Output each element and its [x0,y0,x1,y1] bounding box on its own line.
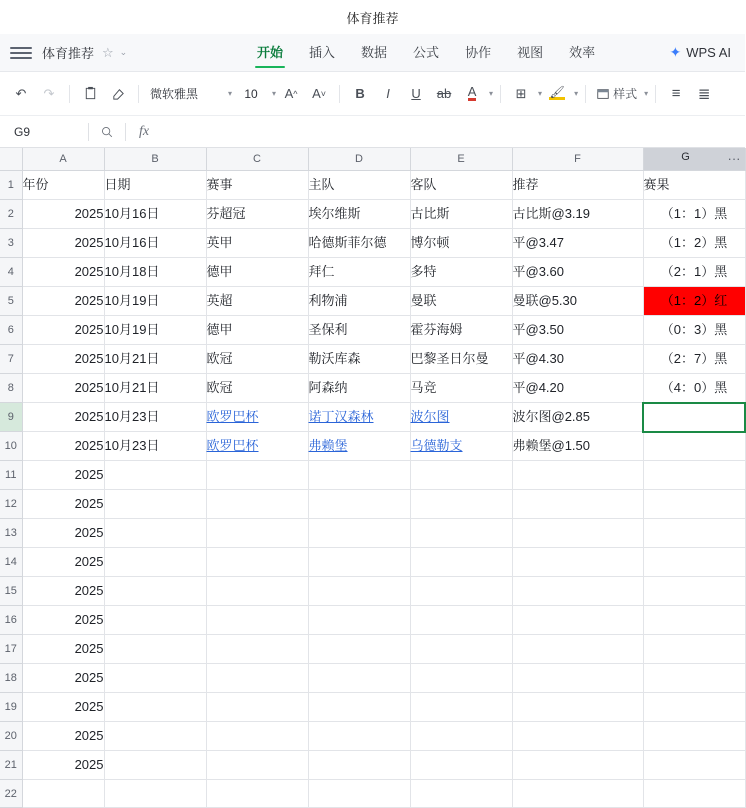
table-row [0,373,745,403]
cell-C18[interactable] [206,664,308,693]
borders-chevron-icon[interactable]: ▾ [538,89,543,98]
cell-B3[interactable]: 10月16日 [104,228,206,257]
cell-C17[interactable] [206,635,308,664]
fx-icon[interactable] [126,116,162,147]
cell-D4[interactable]: 拜仁 [308,257,410,286]
name-box-value: G9 [14,124,31,139]
cell-C21[interactable] [206,751,308,780]
cell-G11[interactable] [643,461,745,490]
underline-glyph: U [411,86,421,101]
shrink-font-glyph: A [312,86,321,101]
cell-style-label: 样式 [613,87,638,101]
borders-button[interactable] [508,80,534,108]
font-size-value: 10 [244,86,258,101]
cell-F2[interactable]: 古比斯@3.19 [512,199,643,228]
cell-F13[interactable] [512,519,643,548]
row-header-22[interactable]: 22 [0,780,22,808]
cell-F5[interactable]: 曼联@5.30 [512,286,643,315]
ribbon-bar [0,34,745,72]
cell-C20[interactable] [206,722,308,751]
window-title: 体育推荐 [346,10,399,26]
align-more-icon: ≣ [697,85,711,103]
cell-F15[interactable] [512,577,643,606]
cell-B6[interactable]: 10月19日 [104,315,206,344]
cell-G20[interactable] [643,722,745,751]
cell-F17[interactable] [512,635,643,664]
paste-glyph [83,86,98,101]
cell-B7[interactable]: 10月21日 [104,344,206,373]
cell-A16[interactable]: 2025 [22,606,104,635]
row-header-17[interactable]: 17 [0,635,22,664]
cell-B12[interactable] [104,490,206,519]
increase-font-size-icon[interactable]: A ^ [284,86,298,101]
italic-button[interactable] [375,80,401,108]
cell-B16[interactable] [104,606,206,635]
cell-B11[interactable] [104,461,206,490]
bold-button[interactable] [347,80,373,108]
strikethrough-glyph: ab [436,86,452,101]
cell-G9[interactable] [643,403,745,432]
cell-F14[interactable] [512,548,643,577]
cell-F6[interactable]: 平@3.50 [512,315,643,344]
table-row [0,490,745,519]
cell-B22[interactable] [104,780,206,808]
cell-E7[interactable]: 巴黎圣日尔曼 [410,344,512,373]
cell-G16[interactable] [643,606,745,635]
toolbar-divider [138,85,139,103]
star-icon[interactable]: ☆ [102,44,114,60]
cell-A13[interactable]: 2025 [22,519,104,548]
wps-ai-label: WPS AI [686,45,731,60]
document-name[interactable]: 体育推荐 [42,46,95,61]
select-all-corner[interactable] [0,148,22,170]
borders-glyph: ⊞ [515,85,527,101]
row-header-15[interactable]: 15 [0,577,22,606]
cell-F18[interactable] [512,664,643,693]
cell-F8[interactable]: 平@4.20 [512,373,643,403]
cell-G10[interactable] [643,432,745,461]
cell-E6[interactable]: 霍芬海姆 [410,315,512,344]
align-left-button[interactable] [663,80,689,108]
cell-G6[interactable]: （0：3）黑 [643,315,745,344]
table-row [0,664,745,693]
cell-E13[interactable] [410,519,512,548]
align-more-button[interactable] [691,80,717,108]
tab-efficiency[interactable]: 效率 [569,44,596,60]
fx-glyph: fx [138,123,150,139]
cell-C2[interactable]: 芬超冠 [206,199,308,228]
cell-B1[interactable]: 日期 [104,170,206,199]
cell-G1[interactable]: 赛果 [643,170,745,199]
table-row [0,257,745,286]
cell-G19[interactable] [643,693,745,722]
table-row [0,693,745,722]
cell-E17[interactable] [410,635,512,664]
cell-D16[interactable] [308,606,410,635]
cell-style-chevron-icon[interactable]: ▾ [644,89,649,98]
table-row [0,751,745,780]
cell-C6[interactable]: 德甲 [206,315,308,344]
cell-A10[interactable]: 2025 [22,432,104,461]
row-header-2[interactable]: 2 [0,199,22,228]
cell-E1[interactable]: 客队 [410,170,512,199]
cell-C4[interactable]: 德甲 [206,257,308,286]
cell-C16[interactable] [206,606,308,635]
cell-G8[interactable]: （4：0）黑 [643,373,745,403]
tab-insert[interactable]: 插入 [309,44,336,60]
cell-C1[interactable]: 赛事 [206,170,308,199]
row-header-13[interactable]: 13 [0,519,22,548]
cell-G14[interactable] [643,548,745,577]
format-painter-icon[interactable] [105,80,131,108]
chevron-down-icon[interactable]: ⌄ [119,47,128,57]
column-header-E[interactable]: E [410,148,512,170]
table-row [0,635,745,664]
cell-A9[interactable]: 2025 [22,403,104,432]
cell-A5[interactable]: 2025 [22,286,104,315]
align-left-icon: ≡ [671,85,681,102]
eraser-glyph [111,86,126,101]
cell-E3[interactable]: 博尔顿 [410,228,512,257]
search-icon[interactable] [89,116,125,147]
column-header-D[interactable]: D [308,148,410,170]
cell-B14[interactable] [104,548,206,577]
table-row [0,344,745,373]
font-size-select[interactable] [234,81,268,107]
cell-C9[interactable]: 欧罗巴杯 [206,403,308,432]
cell-A18[interactable]: 2025 [22,664,104,693]
cell-E16[interactable] [410,606,512,635]
cell-C15[interactable] [206,577,308,606]
cell-F19[interactable] [512,693,643,722]
row-header-18[interactable]: 18 [0,664,22,693]
cell-D13[interactable] [308,519,410,548]
row-header-9[interactable]: 9 [0,403,22,432]
tab-view[interactable]: 视图 [517,44,544,60]
column-header-G-label: G [681,151,690,164]
grid-table [0,148,746,808]
formula-bar [0,116,745,148]
tab-formula[interactable]: 公式 [413,44,440,60]
column-header-B[interactable]: B [104,148,206,170]
fill-color-glyph: 🖌 [549,84,565,99]
cell-E9[interactable]: 波尔图 [410,403,512,432]
cell-F11[interactable] [512,461,643,490]
window-titlebar [0,0,745,34]
cell-B13[interactable] [104,519,206,548]
formula-input[interactable] [162,116,745,147]
cell-E8[interactable]: 马竞 [410,373,512,403]
cell-D15[interactable] [308,577,410,606]
toolbar-divider [500,85,501,103]
cell-A2[interactable]: 2025 [22,199,104,228]
table-row [0,228,745,257]
cell-E15[interactable] [410,577,512,606]
cell-G12[interactable] [643,490,745,519]
table-row [0,199,745,228]
cell-C10[interactable]: 欧罗巴杯 [206,432,308,461]
table-row [0,548,745,577]
cell-E21[interactable] [410,751,512,780]
cell-B20[interactable] [104,722,206,751]
table-row [0,403,745,432]
cell-B15[interactable] [104,577,206,606]
cell-E14[interactable] [410,548,512,577]
font-color-chevron-icon[interactable]: ▾ [489,89,494,98]
cell-B10[interactable]: 10月23日 [104,432,206,461]
paste-icon[interactable] [77,80,103,108]
cell-G21[interactable] [643,751,745,780]
cell-D19[interactable] [308,693,410,722]
table-row [0,432,745,461]
font-size-chevron-icon[interactable]: ▾ [272,89,277,98]
cell-D18[interactable] [308,664,410,693]
row-header-14[interactable]: 14 [0,548,22,577]
row-header-10[interactable]: 10 [0,432,22,461]
cell-C12[interactable] [206,490,308,519]
cell-D6[interactable]: 圣保利 [308,315,410,344]
column-header-A[interactable]: A [22,148,104,170]
font-name-value: 微软雅黑 [150,87,199,101]
row-header-6[interactable]: 6 [0,315,22,344]
cell-C22[interactable] [206,780,308,808]
tab-collaborate[interactable]: 协作 [465,44,492,60]
cell-C7[interactable]: 欧冠 [206,344,308,373]
cell-A8[interactable]: 2025 [22,373,104,403]
grow-font-glyph: A [284,86,294,101]
cell-D8[interactable]: 阿森纳 [308,373,410,403]
cell-D12[interactable] [308,490,410,519]
column-header-row [0,148,745,170]
row-header-8[interactable]: 8 [0,373,22,403]
cell-D7[interactable]: 勒沃库森 [308,344,410,373]
underline-button[interactable] [403,80,429,108]
row-header-21[interactable]: 21 [0,751,22,780]
cell-A3[interactable]: 2025 [22,228,104,257]
cell-G13[interactable] [643,519,745,548]
cell-D20[interactable] [308,722,410,751]
cell-F20[interactable] [512,722,643,751]
formatting-toolbar [0,72,745,116]
cell-A21[interactable]: 2025 [22,751,104,780]
cell-B18[interactable] [104,664,206,693]
cell-D3[interactable]: 哈德斯菲尔德 [308,228,410,257]
cell-F22[interactable] [512,780,643,808]
ribbon-tabs [255,34,597,71]
cell-E18[interactable] [410,664,512,693]
table-row [0,286,745,315]
toolbar-divider [339,85,340,103]
cell-F7[interactable]: 平@4.30 [512,344,643,373]
cell-A15[interactable]: 2025 [22,577,104,606]
cell-B5[interactable]: 10月19日 [104,286,206,315]
undo-icon[interactable]: ↶ [15,85,27,101]
cell-B4[interactable]: 10月18日 [104,257,206,286]
cell-G7[interactable]: （2：7）黑 [643,344,745,373]
ai-sparkle-icon: ✦ [669,44,682,60]
font-color-glyph: A [467,84,477,100]
cell-G17[interactable] [643,635,745,664]
fill-color-button[interactable] [544,80,570,108]
cell-E22[interactable] [410,780,512,808]
toolbar-divider [655,85,656,103]
table-row [0,170,745,199]
row-header-19[interactable]: 19 [0,693,22,722]
italic-glyph: I [386,86,390,101]
wps-ai-button[interactable] [669,44,731,61]
cell-A12[interactable]: 2025 [22,490,104,519]
table-row [0,577,745,606]
cell-E5[interactable]: 曼联 [410,286,512,315]
cell-C8[interactable]: 欧冠 [206,373,308,403]
cell-G18[interactable] [643,664,745,693]
cell-C19[interactable] [206,693,308,722]
tab-data[interactable]: 数据 [361,44,388,60]
table-row [0,461,745,490]
row-header-3[interactable]: 3 [0,228,22,257]
name-box[interactable] [0,116,88,147]
cell-B8[interactable]: 10月21日 [104,373,206,403]
cell-E20[interactable] [410,722,512,751]
cell-B17[interactable] [104,635,206,664]
row-header-4[interactable]: 4 [0,257,22,286]
cell-E11[interactable] [410,461,512,490]
cell-B21[interactable] [104,751,206,780]
cell-E2[interactable]: 古比斯 [410,199,512,228]
table-row [0,780,745,808]
cell-C13[interactable] [206,519,308,548]
cell-C5[interactable]: 英超 [206,286,308,315]
toolbar-divider [585,85,586,103]
cell-D2[interactable]: 埃尔维斯 [308,199,410,228]
cell-F21[interactable] [512,751,643,780]
column-header-G[interactable] [643,148,745,170]
column-header-C[interactable]: C [206,148,308,170]
cell-D10[interactable]: 弗赖堡 [308,432,410,461]
cell-A7[interactable]: 2025 [22,344,104,373]
cell-A6[interactable]: 2025 [22,315,104,344]
cell-D14[interactable] [308,548,410,577]
spreadsheet-grid[interactable] [0,148,745,800]
cell-F3[interactable]: 平@3.47 [512,228,643,257]
cell-F10[interactable]: 弗赖堡@1.50 [512,432,643,461]
cell-D9[interactable]: 诺丁汉森林 [308,403,410,432]
table-row [0,315,745,344]
column-header-F[interactable]: F [512,148,643,170]
decrease-font-size-icon[interactable]: A ˅ [312,86,326,101]
cell-D22[interactable] [308,780,410,808]
row-header-1[interactable]: 1 [0,170,22,199]
cell-F16[interactable] [512,606,643,635]
cell-A1[interactable]: 年份 [22,170,104,199]
cell-E4[interactable]: 多特 [410,257,512,286]
cell-G22[interactable] [643,780,745,808]
font-name-select[interactable] [146,81,224,107]
cell-B2[interactable]: 10月16日 [104,199,206,228]
cell-A4[interactable]: 2025 [22,257,104,286]
cell-C14[interactable] [206,548,308,577]
cell-A22[interactable] [22,780,104,808]
search-glyph [100,125,114,139]
cell-F4[interactable]: 平@3.60 [512,257,643,286]
cell-E10[interactable]: 乌德勒支 [410,432,512,461]
strikethrough-button[interactable] [431,80,457,108]
table-row [0,606,745,635]
row-header-16[interactable]: 16 [0,606,22,635]
cell-G3[interactable]: （1：2）黑 [643,228,745,257]
cell-style-icon [596,87,610,101]
cell-F1[interactable]: 推荐 [512,170,643,199]
cell-F12[interactable] [512,490,643,519]
cell-A17[interactable]: 2025 [22,635,104,664]
grid-body [0,170,745,808]
cell-A20[interactable]: 2025 [22,722,104,751]
cell-G15[interactable] [643,577,745,606]
cell-B19[interactable] [104,693,206,722]
toolbar-divider [69,85,70,103]
cell-F9[interactable]: 波尔图@2.85 [512,403,643,432]
cell-D11[interactable] [308,461,410,490]
bold-glyph: B [355,86,365,101]
cell-G5[interactable]: （1：2）红 [643,286,745,315]
cell-D17[interactable] [308,635,410,664]
cell-E12[interactable] [410,490,512,519]
row-header-7[interactable]: 7 [0,344,22,373]
cell-C3[interactable]: 英甲 [206,228,308,257]
redo-icon[interactable]: ↷ [43,85,55,101]
cell-B9[interactable]: 10月23日 [104,403,206,432]
row-header-20[interactable]: 20 [0,722,22,751]
row-header-5[interactable]: 5 [0,286,22,315]
row-header-12[interactable]: 12 [0,490,22,519]
cell-D5[interactable]: 利物浦 [308,286,410,315]
tab-start[interactable]: 开始 [255,34,285,72]
cell-A11[interactable]: 2025 [22,461,104,490]
cell-style-button[interactable] [593,80,640,108]
row-header-11[interactable]: 11 [0,461,22,490]
cell-D21[interactable] [308,751,410,780]
cell-G4[interactable]: （2：1）黑 [643,257,745,286]
cell-A14[interactable]: 2025 [22,548,104,577]
menu-icon[interactable] [10,42,32,64]
table-row [0,519,745,548]
fill-color-chevron-icon[interactable]: ▾ [574,89,579,98]
cell-A19[interactable]: 2025 [22,693,104,722]
cell-D1[interactable]: 主队 [308,170,410,199]
cell-E19[interactable] [410,693,512,722]
font-color-button[interactable] [459,80,485,108]
column-overflow-icon[interactable]: ··· [727,151,741,167]
cell-G2[interactable]: （1：1）黑 [643,199,745,228]
font-name-chevron-icon[interactable]: ▾ [228,89,233,98]
cell-C11[interactable] [206,461,308,490]
table-row [0,722,745,751]
